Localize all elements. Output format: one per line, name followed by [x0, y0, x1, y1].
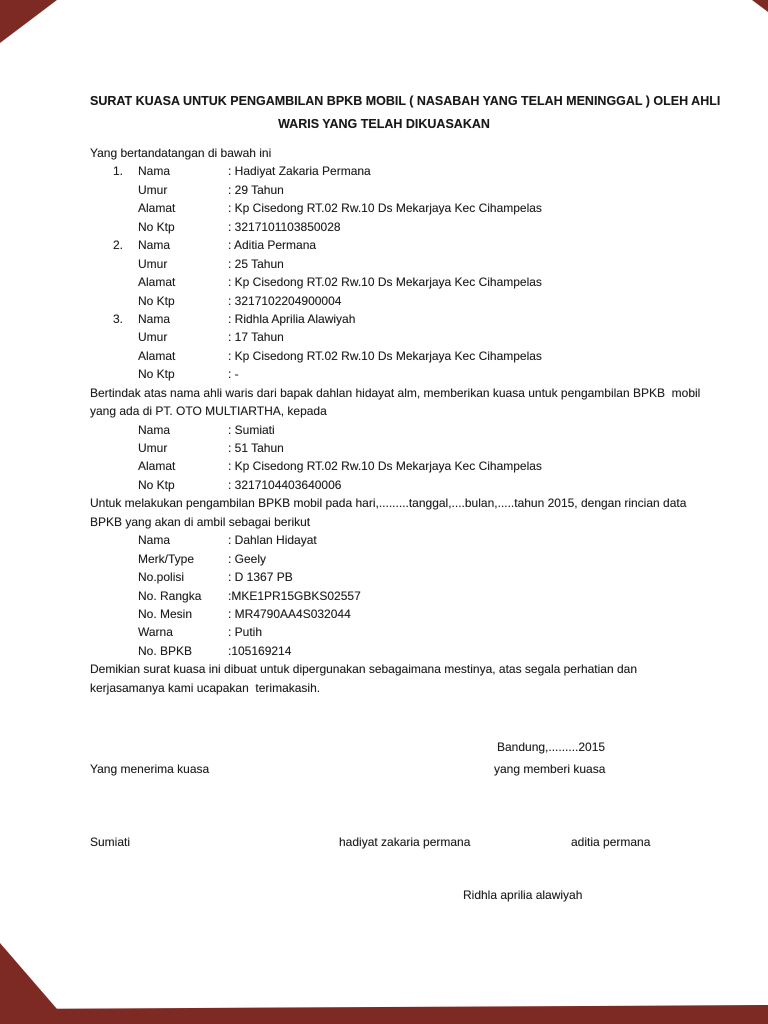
field-label: Umur: [138, 330, 168, 345]
giver-signature-name-1: hadiyat zakaria permana: [339, 835, 471, 849]
field-row: [90, 236, 690, 254]
field-value: : Geely: [228, 551, 267, 566]
field-label: Umur: [138, 256, 168, 271]
field-label: Alamat: [138, 348, 176, 363]
field-value: : 17 Tahun: [228, 330, 284, 345]
backdrop-corner-top-right: [752, 0, 768, 12]
field-label: Nama: [138, 311, 171, 326]
field-label: Umur: [138, 441, 168, 455]
letter-title-line2: WARIS YANG TELAH DIKUASAKAN: [278, 117, 490, 131]
field-value: : -: [228, 367, 239, 382]
field-label: Merk/Type: [138, 551, 195, 566]
field-label: Alamat: [138, 201, 176, 216]
closing-paragraph-line1: Demikian surat kuasa ini dibuat untuk dipergunakan sebagaimana mestinya, atas segala perhatian dan: [90, 662, 638, 677]
place-date-line: Bandung,.........2015: [497, 740, 606, 754]
field-value: : Hadiyat Zakaria Permana: [228, 164, 371, 179]
field-label: Nama: [138, 422, 171, 437]
field-value: : Putih: [228, 625, 263, 640]
field-row: [90, 347, 690, 365]
field-value: : D 1367 PB: [228, 570, 293, 585]
field-label: No Ktp: [138, 367, 175, 382]
field-label: Umur: [138, 182, 168, 197]
letter-title-line1: SURAT KUASA UNTUK PENGAMBILAN BPKB MOBIL ( NASABAH YANG TELAH MENINGGAL ) OLEH AHLI: [90, 94, 721, 108]
field-row: [90, 568, 690, 586]
field-value: : Kp Cisedong RT.02 Rw.10 Ds Mekarjaya Kec Cihampelas: [228, 459, 542, 474]
field-label: Nama: [138, 238, 171, 253]
field-value: :MKE1PR15GBKS02557: [228, 588, 361, 603]
receiver-role-label: Yang menerima kuasa: [90, 762, 210, 776]
field-row: [90, 255, 690, 273]
field-row: [90, 273, 690, 291]
field-row: [90, 550, 690, 568]
field-value: : Sumiati: [228, 422, 275, 437]
field-label: No.polisi: [138, 570, 185, 585]
field-value: : Ridhla Aprilia Alawiyah: [228, 311, 356, 326]
receiver-signature-name: Sumiati: [90, 835, 131, 849]
field-row: [90, 531, 690, 549]
field-row: [90, 310, 690, 328]
field-row: [90, 439, 690, 457]
purpose-paragraph-line2: BPKB yang akan di ambil sebagai berikut: [90, 514, 311, 529]
party-number: 2.: [113, 238, 124, 253]
field-value: : Aditia Permana: [228, 238, 317, 253]
field-row: [90, 642, 690, 660]
party-number: 1.: [113, 164, 124, 179]
field-value: : Kp Cisedong RT.02 Rw.10 Ds Mekarjaya Kec Cihampelas: [228, 275, 542, 290]
field-label: No Ktp: [138, 219, 175, 234]
field-row: [90, 199, 690, 217]
giver-role-label: yang memberi kuasa: [494, 762, 606, 776]
field-row: [90, 292, 690, 310]
field-value: : 3217101103850028: [228, 219, 341, 234]
giver-signature-name-3: Ridhla aprilia alawiyah: [463, 888, 583, 902]
letter-body: [90, 144, 701, 697]
field-row: [90, 623, 690, 641]
field-row: [90, 218, 690, 236]
field-label: Alamat: [138, 275, 176, 290]
field-label: No Ktp: [138, 293, 175, 308]
field-row: [90, 162, 690, 180]
giver-signature-name-2: aditia permana: [571, 835, 651, 849]
field-label: Warna: [138, 625, 173, 640]
field-row: [90, 457, 690, 475]
field-row: [90, 365, 690, 383]
field-label: Alamat: [138, 459, 176, 474]
backdrop-corner-bottom-left: [0, 943, 70, 1024]
field-row: [90, 476, 690, 494]
closing-paragraph-line2: kerjasamanya kami ucapakan terimakasih.: [90, 680, 321, 695]
field-label: No. Mesin: [138, 606, 193, 621]
backdrop-bottom-band: [0, 1005, 768, 1024]
authorization-paragraph-line1: Bertindak atas nama ahli waris dari bapak dahlan hidayat alm, memberikan kuasa untuk pengambilan BPKB mobil: [90, 385, 701, 400]
field-row: [90, 421, 690, 439]
field-value: :105169214: [228, 643, 292, 658]
field-label: Nama: [138, 533, 171, 548]
field-value: : 3217102204900004: [228, 293, 342, 308]
field-value: : MR4790AA4S032044: [228, 606, 351, 621]
field-value: : Kp Cisedong RT.02 Rw.10 Ds Mekarjaya Kec Cihampelas: [228, 348, 542, 363]
field-row: [90, 587, 690, 605]
authorization-paragraph-line2: yang ada di PT. OTO MULTIARTHA, kepada: [90, 404, 327, 419]
field-value: : 51 Tahun: [228, 441, 284, 455]
field-label: No Ktp: [138, 477, 175, 492]
field-label: No. Rangka: [138, 588, 202, 603]
field-value: : Dahlan Hidayat: [228, 533, 317, 548]
field-row: [90, 605, 690, 623]
field-row: [90, 181, 690, 199]
field-label: Nama: [138, 164, 171, 179]
letter-title: [90, 90, 721, 136]
field-row: [90, 328, 690, 346]
field-value: : 25 Tahun: [228, 256, 284, 271]
field-value: : 29 Tahun: [228, 182, 284, 197]
backdrop-corner-top-left: [0, 0, 57, 43]
field-label: No. BPKB: [138, 643, 193, 658]
intro-line: Yang bertandatangan di bawah ini: [90, 146, 272, 160]
field-value: : Kp Cisedong RT.02 Rw.10 Ds Mekarjaya Kec Cihampelas: [228, 201, 542, 216]
field-value: : 3217104403640006: [228, 477, 342, 492]
party-number: 3.: [113, 311, 124, 326]
purpose-paragraph-line1: Untuk melakukan pengambilan BPKB mobil pada hari,.........tanggal,....bulan,.....tahun 2015, dengan rincian data: [90, 496, 687, 511]
